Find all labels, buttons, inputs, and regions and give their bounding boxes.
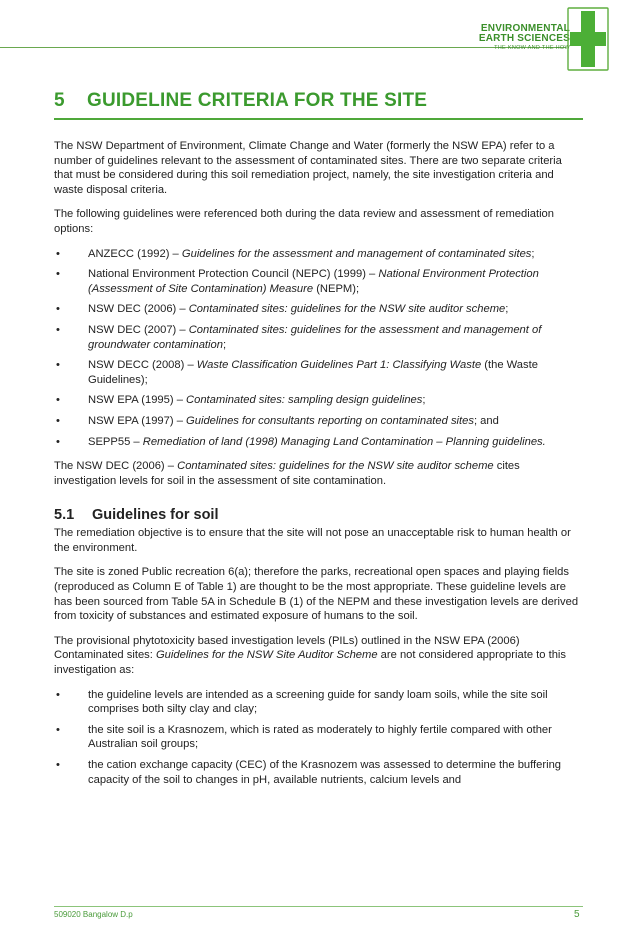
bullet: • [56,247,60,260]
guideline-title: National Environment Protection (Assessment of Site Contamination) Measure [88,268,539,295]
footer-rule [54,906,583,907]
section-heading [54,90,427,112]
reasons-list [54,688,582,788]
guideline-ref: NSW DEC (2007) – [88,323,189,336]
logo-line-2: EARTH SCIENCES [478,33,570,44]
guideline-suffix: ; [505,303,509,316]
company-logo [470,24,570,52]
bullet: • [56,303,60,316]
objective-paragraph: The remediation objective is to ensure that the site will not pose an unacceptable risk to human health or the environment. [54,527,571,554]
guideline-suffix: ; and [473,414,499,427]
guideline-ref: NSW DECC (2008) – [88,359,197,372]
list-item [54,723,582,752]
green-cross-icon [566,6,610,72]
section-number: 5 [54,90,65,111]
bullet: • [56,688,60,701]
guideline-ref: NSW EPA (1997) – [88,414,187,427]
bullet: • [56,323,60,336]
text-run: are not considered appropriate to this investigation as: [54,649,567,677]
list-item [54,435,582,450]
guidelines-list [54,247,582,450]
page-number: 5 [574,909,580,920]
guideline-suffix: ; [531,247,535,260]
reason-text: the guideline levels are intended as a screening guide for sandy loam soils, while the site soil comprises both silty clay and clay; [88,688,548,716]
guideline-ref: National Environment Protection Council (NEPC) (1999) – [88,268,379,281]
logo-tagline: THE KNOW AND THE HOW [494,45,570,51]
reason-text: the cation exchange capacity (CEC) of the Krasnozem was assessed to determine the buffering capacity of the soil to changes in pH, available nutrients, calcium levels and [88,759,562,786]
text-run-italic: Contaminated sites: guidelines for the NSW site auditor scheme [177,460,494,473]
subsection-number: 5.1 [54,507,75,524]
list-item [54,267,582,296]
pils-paragraph [54,634,582,678]
subsection-heading [54,506,582,524]
logo-line-1: ENVIRONMENTAL [480,23,570,34]
list-item [54,414,582,429]
guideline-title: Guidelines for the assessment and management of contaminated sites [181,247,532,260]
footer-doc-ref: 509020 Bangalow D.p [54,910,133,919]
guideline-suffix: (the Waste Guidelines); [88,359,538,386]
list-item [54,247,582,262]
bullet: • [56,359,60,372]
guideline-ref: NSW DEC (2006) – [88,303,189,316]
guideline-title: Remediation of land (1998) Managing Land Contamination – Planning guidelines. [142,435,546,448]
list-item [54,323,582,352]
subsection-title: Guidelines for soil [92,507,219,524]
guideline-ref: ANZECC (1992) – [88,247,182,260]
bullet: • [56,268,60,281]
list-item [54,758,582,787]
bullet: • [56,759,60,771]
guideline-suffix: ; [422,394,426,407]
intro-paragraph: The NSW Department of Environment, Climate Change and Water (formerly the NSW EPA) refer to a number of guidelines relevant to the assessment of contaminated sites. There are two separate criteria that must be considered during this soil remediation project, namely, the site investigation criteria and waste disposal criteria. [54,140,562,196]
guideline-title: Contaminated sites: guidelines for the NSW site auditor scheme [188,303,506,316]
guideline-suffix: ; [222,338,227,351]
reason-text: the site soil is a Krasnozem, which is rated as moderately to highly fertile compared with other Australian soil groups; [88,723,552,751]
guideline-title: Contaminated sites: guidelines for the assessment and management of groundwater contamination [88,323,542,351]
guideline-title: Contaminated sites: sampling design guidelines [186,394,423,407]
section-title: GUIDELINE CRITERIA FOR THE SITE [87,90,428,111]
bullet: • [56,414,60,427]
list-item [54,688,582,717]
bullet: • [56,394,60,407]
list-item [54,393,582,408]
heading-rule [54,118,583,120]
list-item [54,302,582,317]
bullet: • [56,435,60,448]
guidelines-intro: The following guidelines were referenced both during the data review and assessment of remediation options: [54,208,555,235]
guideline-title: Waste Classification Guidelines Part 1: Classifying Waste [196,359,482,372]
guideline-ref: SEPP55 – [88,435,143,448]
text-run-italic: Guidelines for the NSW Site Auditor Scheme [155,649,378,662]
site-auditor-paragraph [54,459,582,488]
guideline-ref: NSW EPA (1995) – [88,394,187,407]
zoning-paragraph: The site is zoned Public recreation 6(a); therefore the parks, recreational open spaces and playing fields (reproduced as Column E of Table 1) are thought to be the most appropriate. These guideline levels are has been sourced from Table 5A in Schedule B (1) of the NEPM and these investigation levels are derived from toxicity of substances and estimated exposure of humans to the soil. [54,566,579,623]
guideline-suffix: (NEPM); [313,282,360,295]
bullet: • [56,723,60,736]
page-content [54,139,582,797]
text-run: cites investigation levels for soil in the assessment of site contamination. [54,460,520,487]
guideline-title: Guidelines for consultants reporting on contaminated sites [186,414,474,427]
text-run: The provisional phytotoxicity based investigation levels (PILs) outlined in the NSW EPA (2006) Contaminated sites: [54,634,520,662]
list-item [54,358,582,387]
text-run: The NSW DEC (2006) – [54,460,178,473]
